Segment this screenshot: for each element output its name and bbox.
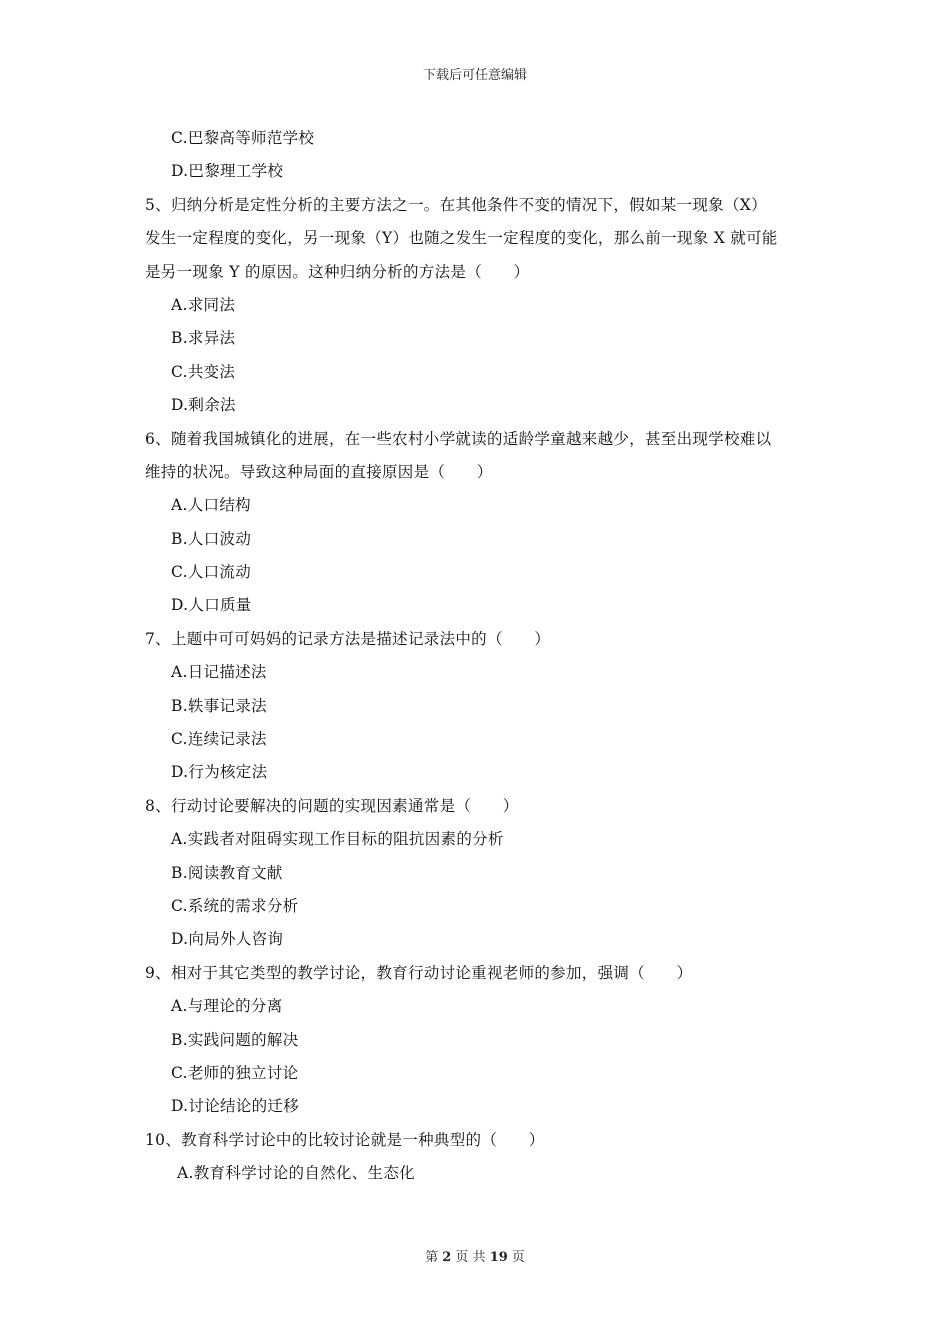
answer-option: B.人口波动 <box>171 529 252 548</box>
footer-suffix: 页 <box>511 1250 525 1265</box>
answer-option: C.老师的独立讨论 <box>171 1063 299 1082</box>
answer-option: D.向局外人咨询 <box>171 930 284 949</box>
document-body <box>145 122 815 1191</box>
answer-option: C.系统的需求分析 <box>171 896 299 915</box>
answer-option: D.巴黎理工学校 <box>171 162 284 181</box>
question-text: 维持的状况。导致这种局面的直接原因是（ ） <box>145 462 493 481</box>
answer-option: A.实践者对阻碍实现工作目标的阻抗因素的分析 <box>171 830 504 849</box>
answer-option: B.求异法 <box>171 329 236 348</box>
answer-option: A.与理论的分离 <box>171 997 283 1016</box>
answer-option: B.轶事记录法 <box>171 696 267 715</box>
footer-prefix: 第 <box>425 1250 439 1265</box>
answer-option: C.连续记录法 <box>171 730 267 749</box>
answer-option: C.人口流动 <box>171 563 252 582</box>
question-text: 发生一定程度的变化，另一现象（Y）也随之发生一定程度的变化，那么前一现象 X 就可能 <box>145 229 778 248</box>
question-text: 7、上题中可可妈妈的记录方法是描述记录法中的（ ） <box>145 629 551 648</box>
footer-middle: 页 共 <box>455 1250 486 1265</box>
answer-option: B.实践问题的解决 <box>171 1030 299 1049</box>
answer-option: D.剩余法 <box>171 396 236 415</box>
answer-option: A.求同法 <box>171 295 236 314</box>
footer-page-number: 2 <box>442 1250 452 1265</box>
answer-option: A.日记描述法 <box>171 663 267 682</box>
answer-option: D.讨论结论的迁移 <box>171 1097 300 1116</box>
answer-option: C.巴黎高等师范学校 <box>171 129 315 147</box>
question-text: 5、归纳分析是定性分析的主要方法之一。在其他条件不变的情况下，假如某一现象（X） <box>145 195 767 214</box>
footer-total-pages: 19 <box>489 1250 508 1265</box>
answer-option: D.人口质量 <box>171 596 252 615</box>
page-footer <box>0 1246 950 1265</box>
question-text: 6、随着我国城镇化的进展，在一些农村小学就读的适龄学童越来越少，甚至出现学校难以 <box>145 429 772 448</box>
question-text: 8、行动讨论要解决的问题的实现因素通常是（ ） <box>145 796 519 815</box>
question-text: 是另一现象 Y 的原因。这种归纳分析的方法是（ ） <box>145 262 530 281</box>
answer-option: A.教育科学讨论的自然化、生态化 <box>177 1164 415 1183</box>
answer-option: C.共变法 <box>171 362 236 381</box>
answer-option: B.阅读教育文献 <box>171 863 283 882</box>
answer-option: D.行为核定法 <box>171 763 268 782</box>
question-text: 10、教育科学讨论中的比较讨论就是一种典型的（ ） <box>145 1130 545 1149</box>
page-header: 下载后可任意编辑 <box>422 68 527 83</box>
answer-option: A.人口结构 <box>171 496 251 515</box>
question-text: 9、相对于其它类型的教学讨论，教育行动讨论重视老师的参加，强调（ ） <box>145 963 693 982</box>
